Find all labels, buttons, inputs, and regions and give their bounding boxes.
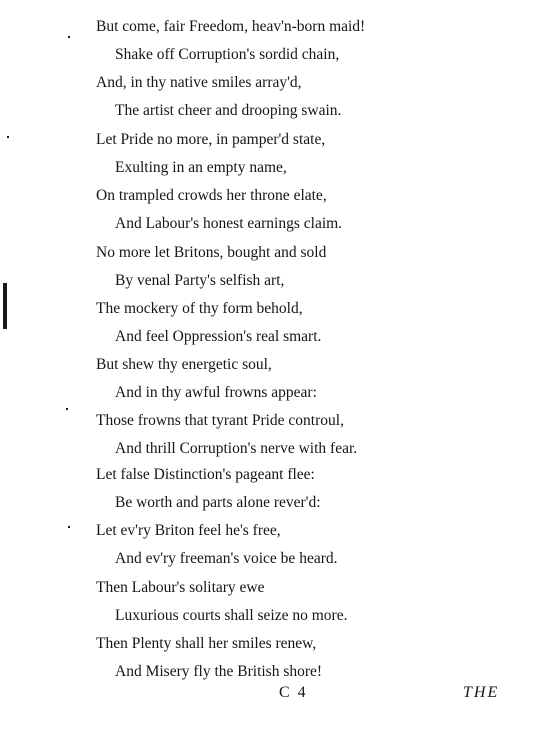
- margin-speck: [66, 408, 68, 410]
- signature-mark: C 4: [279, 684, 308, 701]
- stanza-2: [96, 126, 516, 238]
- verse-line: Shake off Corruption's sordid chain,: [115, 46, 340, 63]
- margin-speck: [68, 526, 70, 528]
- stanza-5: [96, 461, 516, 573]
- verse-line: And, in thy native smiles array'd,: [96, 74, 302, 91]
- margin-speck: [68, 36, 70, 38]
- verse-line: The artist cheer and drooping swain.: [115, 102, 342, 119]
- verse-line: No more let Britons, bought and sold: [96, 244, 327, 261]
- verse-line: The mockery of thy form behold,: [96, 300, 303, 317]
- catchword: THE: [463, 684, 500, 701]
- verse-line: Luxurious courts shall seize no more.: [115, 607, 348, 624]
- verse-line: Those frowns that tyrant Pride controul,: [96, 412, 344, 429]
- verse-line: Then Plenty shall her smiles renew,: [96, 635, 317, 652]
- verse-line: Let Pride no more, in pamper'd state,: [96, 131, 326, 148]
- stanza-6: [96, 574, 516, 686]
- verse-line: And in thy awful frowns appear:: [115, 384, 317, 401]
- verse-line: Let false Distinction's pageant flee:: [96, 466, 315, 483]
- verse-line: On trampled crowds her throne elate,: [96, 187, 327, 204]
- verse-line: And Labour's honest earnings claim.: [115, 215, 343, 232]
- verse-line: And thrill Corruption's nerve with fear.: [115, 440, 358, 457]
- verse-line: And ev'ry freeman's voice be heard.: [115, 550, 338, 567]
- verse-line: And feel Oppression's real smart.: [115, 328, 322, 345]
- verse-line: But shew thy energetic soul,: [96, 356, 272, 373]
- verse-line: By venal Party's selfish art,: [115, 272, 285, 289]
- stanza-3: [96, 239, 516, 351]
- verse-line: Exulting in an empty name,: [115, 159, 287, 176]
- verse-line: And Misery fly the British shore!: [115, 663, 323, 680]
- verse-line: Let ev'ry Briton feel he's free,: [96, 522, 281, 539]
- stanza-1: [96, 13, 516, 125]
- verse-line: Be worth and parts alone rever'd:: [115, 494, 321, 511]
- margin-speck: [7, 136, 9, 138]
- stanza-4: [96, 351, 516, 463]
- verse-line: But come, fair Freedom, heav'n-born maid!: [96, 18, 366, 35]
- binding-shadow-mark: [3, 283, 7, 329]
- verse-line: Then Labour's solitary ewe: [96, 579, 265, 596]
